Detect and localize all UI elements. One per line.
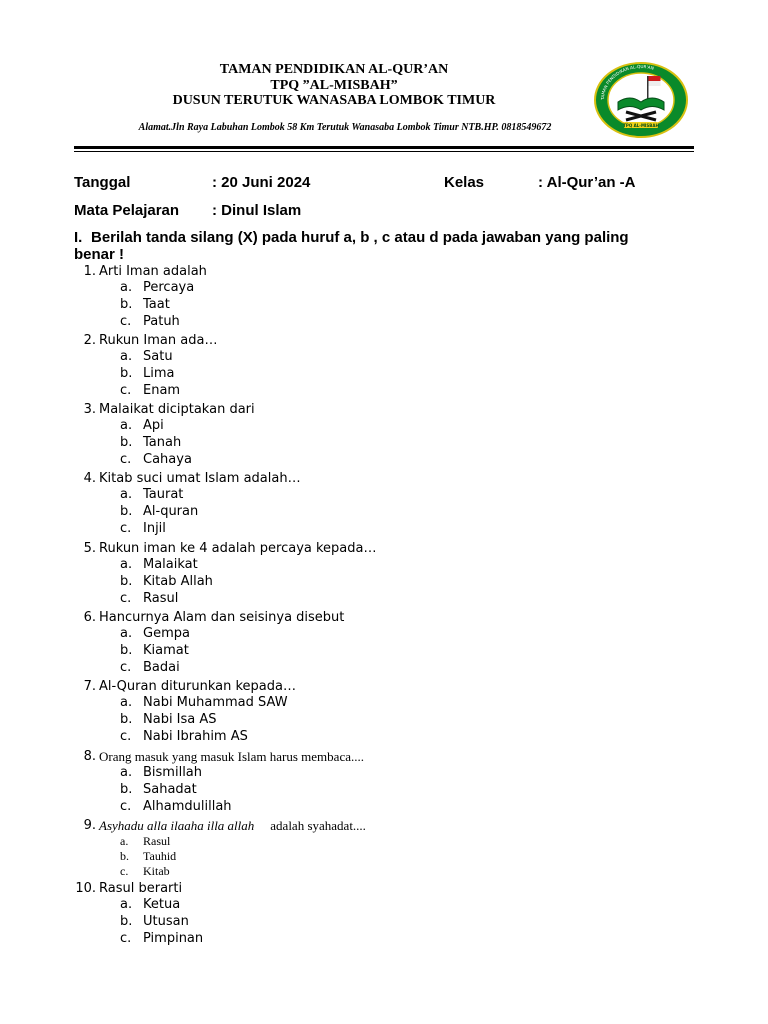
option-text: Api xyxy=(143,418,164,433)
question-number: 6. xyxy=(83,610,96,625)
option-text: Rasul xyxy=(143,591,179,606)
question-text xyxy=(99,817,366,834)
option-letter: c. xyxy=(120,314,132,329)
option-letter: b. xyxy=(120,435,133,450)
option-text: Badai xyxy=(143,660,180,675)
question-text: Rukun Iman ada… xyxy=(99,333,218,348)
school-location: DUSUN TERUTUK WANASABA LOMBOK TIMUR xyxy=(172,93,496,108)
question-number: 4. xyxy=(83,471,96,486)
school-logo xyxy=(594,62,688,138)
question-text: Hancurnya Alam dan seisinya disebut xyxy=(99,610,345,625)
option-text: Malaikat xyxy=(143,557,198,572)
option-text: Nabi Ibrahim AS xyxy=(143,729,248,744)
option-letter: a. xyxy=(120,626,133,641)
option-letter: c. xyxy=(120,521,132,536)
question-text: Rasul berarti xyxy=(99,881,183,896)
option-letter: a. xyxy=(120,349,133,364)
question-text: Rukun iman ke 4 adalah percaya kepada… xyxy=(99,541,377,556)
option-text: Kitab xyxy=(143,864,170,878)
option-text: Percaya xyxy=(143,280,195,295)
question-number: 2. xyxy=(83,333,96,348)
option-text: Al-quran xyxy=(143,504,199,519)
option-letter: b. xyxy=(120,782,133,797)
option-text: Rasul xyxy=(143,834,171,848)
option-letter: a. xyxy=(120,418,133,433)
option-text: Satu xyxy=(143,349,173,364)
question-number: 5. xyxy=(83,541,96,556)
question-text-italic: Asyhadu alla ilaaha illa allah xyxy=(99,818,255,833)
option-letter: a. xyxy=(120,487,133,502)
option-text: Tauhid xyxy=(143,849,177,863)
question-number: 10. xyxy=(75,881,96,896)
question-number: 9. xyxy=(83,818,96,833)
option-letter: a. xyxy=(120,280,133,295)
option-text: Kitab Allah xyxy=(143,574,213,589)
question-number: 7. xyxy=(83,679,96,694)
option-letter: c. xyxy=(120,660,132,675)
option-letter: c. xyxy=(120,729,132,744)
option-text: Taat xyxy=(143,297,170,312)
question-text: Arti Iman adalah xyxy=(99,264,207,279)
question-text: Al-Quran diturunkan kepada… xyxy=(99,679,296,694)
subject-value: : Dinul Islam xyxy=(212,202,302,219)
option-letter: b. xyxy=(120,504,133,519)
option-text: Bismillah xyxy=(143,765,203,780)
option-letter: b. xyxy=(120,914,133,929)
option-letter: c. xyxy=(120,591,132,606)
option-letter: b. xyxy=(120,297,133,312)
option-letter: b. xyxy=(120,643,133,658)
option-letter: c. xyxy=(120,383,132,398)
option-text: Kiamat xyxy=(143,643,189,658)
subject-label: Mata Pelajaran xyxy=(74,202,180,219)
option-text: Lima xyxy=(143,366,175,381)
logo-ring-text: TAMAN PENDIDIKAN AL-QUR'AN xyxy=(599,63,655,101)
question-number: 1. xyxy=(83,264,96,279)
option-letter: a. xyxy=(120,897,133,912)
instruction-line-2: benar ! xyxy=(74,246,125,263)
question-number: 3. xyxy=(83,402,96,417)
option-text: Cahaya xyxy=(143,452,192,467)
option-text: Injil xyxy=(143,521,166,536)
tpq-name: TPQ ”AL-MISBAH” xyxy=(270,78,398,93)
option-text: Alhamdulillah xyxy=(143,799,232,814)
option-text: Nabi Isa AS xyxy=(143,712,217,727)
option-letter: c. xyxy=(120,931,132,946)
option-letter: a. xyxy=(120,834,129,848)
school-name: TAMAN PENDIDIKAN AL-QUR’AN xyxy=(219,62,449,77)
question-text-rest: adalah syahadat.... xyxy=(270,818,366,833)
option-text: Gempa xyxy=(143,626,190,641)
option-letter: a. xyxy=(120,695,133,710)
option-letter: b. xyxy=(120,849,129,863)
class-value: : Al-Qur’an -A xyxy=(538,174,636,191)
logo-label: TPQ AL-MISBAH xyxy=(623,123,659,128)
instruction xyxy=(74,229,704,263)
option-letter: c. xyxy=(120,864,129,878)
option-text: Ketua xyxy=(143,897,181,912)
question-text: Malaikat diciptakan dari xyxy=(99,402,255,417)
header-divider-thin xyxy=(74,151,694,152)
instruction-line-1: Berilah tanda silang (X) pada huruf a, b , c atau d pada jawaban yang paling xyxy=(91,229,629,246)
option-text: Sahadat xyxy=(143,782,197,797)
option-text: Enam xyxy=(143,383,181,398)
header-divider-thick xyxy=(74,146,694,149)
question-text: Orang masuk yang masuk Islam harus membaca.... xyxy=(99,749,364,764)
option-letter: b. xyxy=(120,574,133,589)
date-label: Tanggal xyxy=(74,174,131,191)
question-text: Kitab suci umat Islam adalah… xyxy=(99,471,301,486)
option-text: Taurat xyxy=(143,487,184,502)
question-number: 8. xyxy=(83,749,96,764)
option-text: Patuh xyxy=(143,314,180,329)
option-letter: b. xyxy=(120,366,133,381)
option-letter: c. xyxy=(120,799,132,814)
option-text: Pimpinan xyxy=(143,931,204,946)
school-address: Alamat.Jln Raya Labuhan Lombok 58 Km Terutuk Wanasaba Lombok Timur NTB.HP. 0818549672 xyxy=(138,122,552,133)
option-text: Utusan xyxy=(143,914,189,929)
option-letter: a. xyxy=(120,557,133,572)
option-letter: b. xyxy=(120,712,133,727)
option-letter: a. xyxy=(120,765,133,780)
date-value: : 20 Juni 2024 xyxy=(212,174,311,191)
section-number: I. xyxy=(74,229,83,246)
class-label: Kelas xyxy=(444,174,485,191)
option-text: Tanah xyxy=(143,435,182,450)
option-text: Nabi Muhammad SAW xyxy=(143,695,288,710)
option-letter: c. xyxy=(120,452,132,467)
